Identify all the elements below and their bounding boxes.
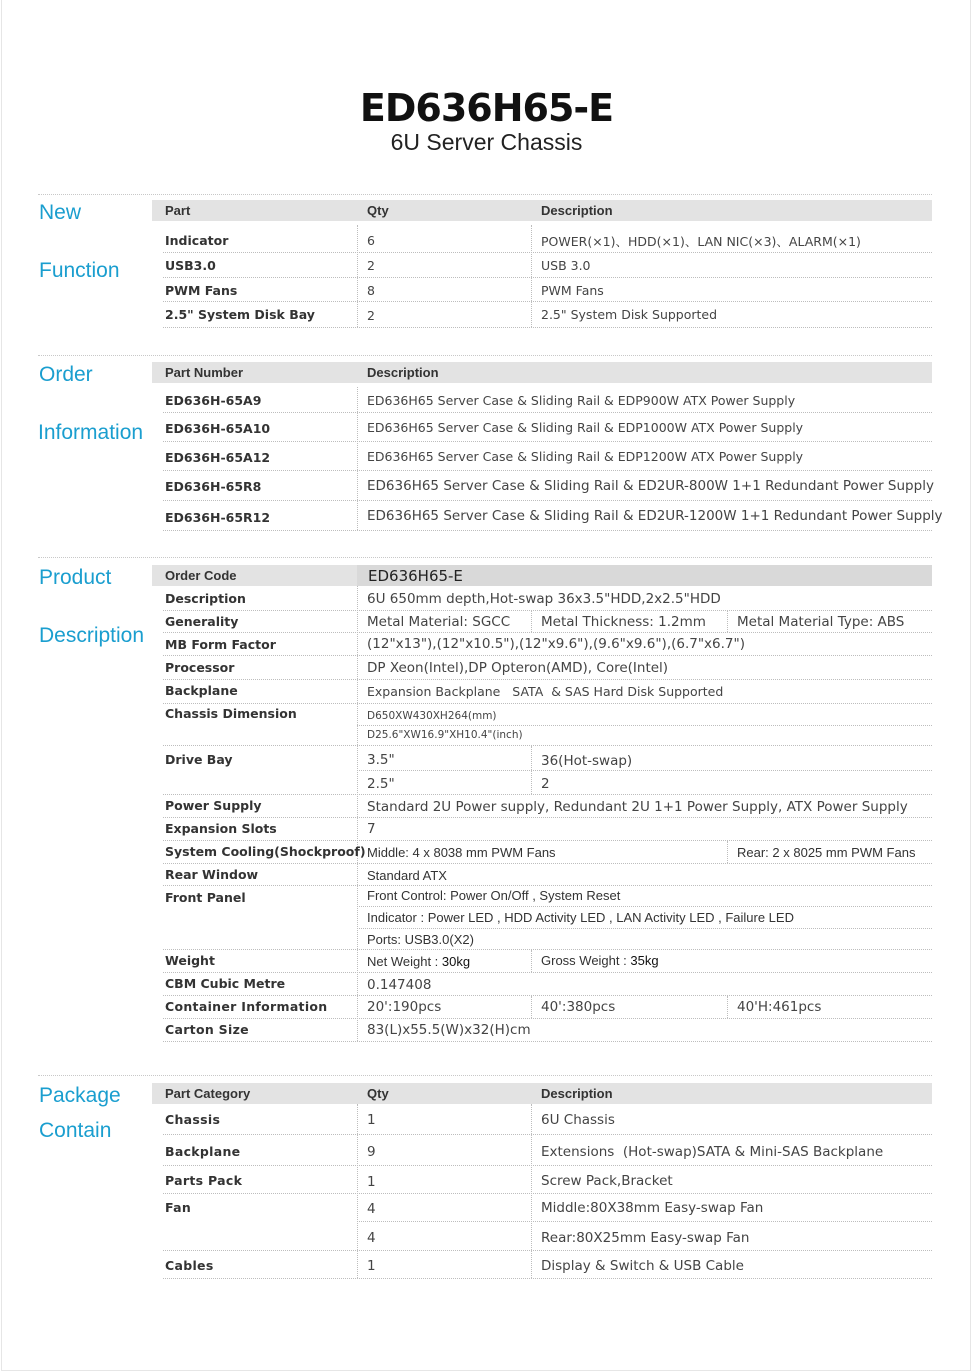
header-description: Description (541, 1086, 613, 1101)
table-row-part-category: Parts Pack (165, 1173, 243, 1188)
column-divider (531, 225, 532, 327)
row-divider (163, 1134, 932, 1135)
row-divider (163, 703, 932, 704)
row-divider (163, 412, 932, 413)
table-row-qty: 1 (367, 1174, 376, 1190)
section-divider (38, 557, 932, 558)
row-divider (163, 863, 932, 864)
net-weight-value: 30kg (441, 954, 471, 969)
row-value-container-40: 40':380pcs (541, 999, 616, 1015)
row-value-generality-type: Metal Material Type: ABS (737, 614, 905, 630)
column-divider (357, 1104, 358, 1278)
column-divider (727, 996, 728, 1018)
row-divider (163, 530, 932, 531)
table-row-qty: 1 (367, 1112, 376, 1128)
row-divider (163, 995, 932, 996)
row-divider (163, 610, 932, 611)
new-function-header (152, 200, 932, 221)
table-row-qty: 4 (367, 1230, 376, 1246)
table-row-description: ED636H65 Server Case & Sliding Rail & ED2UR-1200W 1+1 Redundant Power Supply (367, 508, 943, 524)
row-value-processor: DP Xeon(Intel),DP Opteron(AMD), Core(Intel) (367, 660, 669, 676)
header-qty: Qty (367, 203, 389, 218)
table-row-part: Indicator (165, 233, 229, 248)
table-row-description: Middle:80X38mm Easy-swap Fan (541, 1200, 764, 1216)
row-value-description: 6U 650mm depth,Hot-swap 36x3.5"HDD,2x2.5"HDD (367, 591, 721, 607)
header-part: Part (165, 203, 191, 218)
table-row-description: PWM Fans (541, 283, 604, 298)
row-label-chassis-dimension: Chassis Dimension (165, 706, 297, 721)
row-divider (163, 500, 932, 501)
row-divider (357, 770, 932, 771)
row-divider (163, 632, 932, 633)
order-info-header (152, 362, 932, 383)
table-row-qty: 1 (367, 1258, 376, 1274)
row-value-generality-thickness: Metal Thickness: 1.2mm (541, 614, 706, 630)
row-divider (163, 949, 932, 950)
row-divider (163, 679, 932, 680)
table-row-part-number: ED636H-65R12 (165, 510, 271, 525)
row-divider (163, 885, 932, 886)
table-row-part-category: Fan (165, 1200, 192, 1215)
table-row-part-number: ED636H-65A12 (165, 450, 271, 465)
row-label-cbm: CBM Cubic Metre (165, 976, 286, 991)
row-value-container-20: 20':190pcs (367, 999, 442, 1015)
row-divider (163, 745, 932, 746)
row-label-front-panel: Front Panel (165, 890, 246, 905)
table-row-qty: 6 (367, 233, 375, 248)
section-divider (38, 355, 932, 356)
row-divider (163, 794, 932, 795)
row-divider (357, 928, 932, 929)
row-value-cbm: 0.147408 (367, 977, 432, 993)
row-divider (163, 252, 932, 253)
table-row-description: USB 3.0 (541, 258, 591, 273)
column-divider (531, 950, 532, 972)
section-label-description: Description (39, 624, 145, 647)
row-divider (163, 441, 932, 442)
row-value-rear-window: Standard ATX (367, 868, 447, 883)
row-divider (163, 277, 932, 278)
table-row-qty: 9 (367, 1144, 376, 1160)
table-row-description: ED636H65 Server Case & Sliding Rail & EDP1000W ATX Power Supply (367, 420, 804, 435)
table-row-part-number: ED636H-65R8 (165, 479, 262, 494)
row-divider (357, 906, 932, 907)
row-label-rear-window: Rear Window (165, 867, 259, 882)
row-label-weight: Weight (165, 953, 215, 968)
table-row-description: POWER(×1)、HDD(×1)、LAN NIC(×3)、ALARM(×1) (541, 234, 861, 249)
row-divider (163, 655, 932, 656)
row-value-cooling-rear: Rear: 2 x 8025 mm PWM Fans (737, 845, 916, 860)
column-divider (531, 1104, 532, 1278)
column-divider (727, 611, 728, 632)
row-divider (163, 840, 932, 841)
row-label-system-cooling: System Cooling(Shockproof) (165, 844, 366, 859)
row-label-description: Description (165, 591, 246, 606)
row-divider (357, 1221, 932, 1222)
order-code-value: ED636H65-E (368, 567, 463, 585)
table-row-qty: 4 (367, 1201, 376, 1217)
table-row-part: PWM Fans (165, 283, 238, 298)
row-label-container: Container Information (165, 999, 328, 1014)
section-label-product: Product (39, 566, 112, 589)
row-label-power-supply: Power Supply (165, 798, 262, 813)
order-code-label: Order Code (165, 568, 237, 583)
table-row-description: Screw Pack,Bracket (541, 1173, 673, 1189)
row-value-chassis-dimension-inch: D25.6"XW16.9"XH10.4"(inch) (367, 729, 523, 741)
row-label-expansion-slots: Expansion Slots (165, 821, 277, 836)
column-divider (531, 611, 532, 632)
table-row-part-category: Backplane (165, 1144, 241, 1159)
row-value-backplane: Expansion Backplane SATA & SAS Hard Disk Supported (367, 684, 724, 699)
row-divider (163, 1250, 932, 1251)
row-value-mb-form-factor: (12"x13"),(12"x10.5"),(12"x9.6"),(9.6"x9.6"),(6.7"x6.7") (367, 636, 745, 652)
row-value-drive-bay-count: 2 (541, 776, 550, 792)
table-row-description: Extensions (Hot-swap)SATA & Mini-SAS Backplane (541, 1144, 884, 1160)
row-value-front-ports: Ports: USB3.0(X2) (367, 932, 474, 947)
table-row-description: 6U Chassis (541, 1112, 615, 1128)
section-label-function: Function (39, 259, 120, 282)
gross-weight-value: 35kg (630, 953, 659, 968)
table-row-part-number: ED636H-65A10 (165, 421, 271, 436)
section-divider (38, 1075, 932, 1076)
row-divider (163, 817, 932, 818)
row-value-drive-bay-count: 36(Hot-swap) (541, 753, 633, 769)
row-value-generality-material: Metal Material: SGCC (367, 614, 511, 630)
row-value-expansion-slots: 7 (367, 821, 376, 837)
header-part-number: Part Number (165, 365, 244, 380)
row-divider (163, 972, 932, 973)
table-row-part: USB3.0 (165, 258, 216, 273)
table-row-part-category: Cables (165, 1258, 214, 1273)
table-row-description: Rear:80X25mm Easy-swap Fan (541, 1230, 750, 1246)
row-divider (163, 1041, 932, 1042)
table-row-description: ED636H65 Server Case & Sliding Rail & EDP900W ATX Power Supply (367, 393, 796, 408)
table-row-qty: 8 (367, 283, 375, 298)
section-label-information: Information (38, 421, 144, 444)
row-divider (357, 725, 932, 726)
row-value-drive-bay-size: 3.5" (367, 752, 395, 768)
section-label-contain: Contain (39, 1119, 112, 1142)
row-divider (163, 470, 932, 471)
table-row-qty: 2 (367, 258, 375, 273)
row-value-carton-size: 83(L)x55.5(W)x32(H)cm (367, 1022, 531, 1038)
column-divider (531, 996, 532, 1018)
row-value-front-indicator: Indicator : Power LED , HDD Activity LED , LAN Activity LED , Failure LED (367, 910, 794, 925)
column-divider (357, 225, 358, 327)
table-row-part-category: Chassis (165, 1112, 221, 1127)
gross-weight-label: Gross Weight : (541, 953, 627, 968)
header-part-category: Part Category (165, 1086, 251, 1101)
row-value-gross-weight (541, 953, 659, 968)
table-row-part: 2.5" System Disk Bay (165, 307, 315, 322)
row-label-generality: Generality (165, 614, 239, 629)
section-label-new: New (39, 201, 82, 224)
header-description: Description (367, 365, 439, 380)
page-subtitle: 6U Server Chassis (390, 129, 583, 155)
row-value-cooling-middle: Middle: 4 x 8038 mm PWM Fans (367, 845, 556, 860)
row-value-chassis-dimension-mm: D650XW430XH264(mm) (367, 710, 497, 722)
row-divider (163, 301, 932, 302)
header-description: Description (541, 203, 613, 218)
package-header (152, 1083, 932, 1104)
row-divider (163, 1018, 932, 1019)
table-row-description: Display & Switch & USB Cable (541, 1258, 744, 1274)
table-row-description: ED636H65 Server Case & Sliding Rail & ED2UR-800W 1+1 Redundant Power Supply (367, 478, 934, 494)
section-divider (38, 194, 932, 195)
row-value-container-40h: 40'H:461pcs (737, 999, 822, 1015)
row-value-front-control: Front Control: Power On/Off , System Reset (367, 888, 621, 903)
table-row-description: ED636H65 Server Case & Sliding Rail & EDP1200W ATX Power Supply (367, 449, 804, 464)
row-divider (163, 327, 932, 328)
row-value-power-supply: Standard 2U Power supply, Redundant 2U 1+1 Power Supply, ATX Power Supply (367, 799, 908, 815)
table-row-qty: 2 (367, 308, 375, 323)
section-label-package: Package (39, 1084, 121, 1107)
row-divider (163, 1193, 932, 1194)
row-divider (163, 1165, 932, 1166)
column-divider (357, 387, 358, 530)
column-divider (727, 841, 728, 863)
net-weight-label: Net Weight : (367, 954, 439, 969)
row-value-net-weight (367, 954, 470, 969)
row-label-backplane: Backplane (165, 683, 238, 698)
row-label-mb-form-factor: MB Form Factor (165, 637, 276, 652)
header-qty: Qty (367, 1086, 389, 1101)
page-title: ED636H65-E (359, 86, 614, 130)
row-label-carton-size: Carton Size (165, 1022, 249, 1037)
table-row-part-number: ED636H-65A9 (165, 393, 262, 408)
row-value-drive-bay-size: 2.5" (367, 776, 395, 792)
row-divider (163, 1278, 932, 1279)
section-label-order: Order (39, 363, 93, 386)
row-label-processor: Processor (165, 660, 235, 675)
order-code-cell (357, 565, 932, 586)
row-label-drive-bay: Drive Bay (165, 752, 233, 767)
table-row-description: 2.5" System Disk Supported (541, 307, 718, 322)
